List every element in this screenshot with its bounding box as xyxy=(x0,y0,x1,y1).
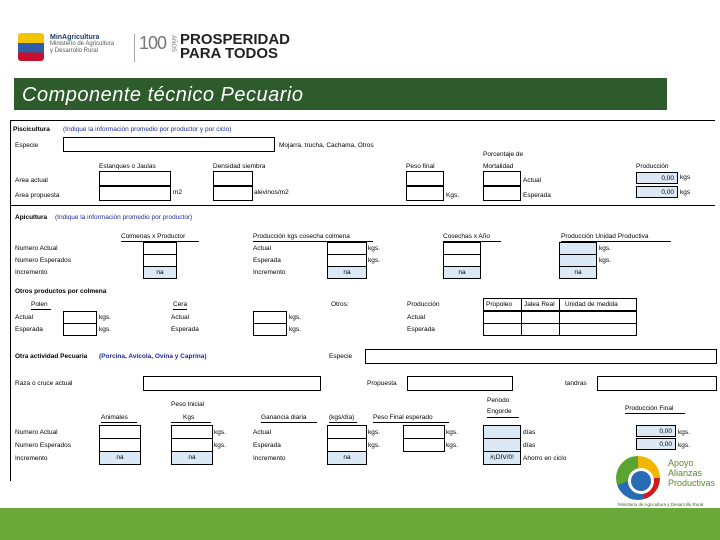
ministry-text xyxy=(50,34,114,55)
otros-title: Otros productos por colmena xyxy=(15,288,107,295)
ganancia-incremento: na xyxy=(327,451,367,465)
col-peso-inicial-2: Kgs xyxy=(183,414,195,421)
ministry-line1: Ministerio de Agricultura xyxy=(50,41,115,47)
row-area-actual: Area actual xyxy=(15,177,48,184)
underline xyxy=(171,422,211,423)
densidad-actual-input[interactable] xyxy=(213,171,253,186)
row-numero-actual: Numero Actual xyxy=(15,245,58,252)
col-colmenas: Colmenas x Productor xyxy=(121,233,186,240)
underline xyxy=(261,422,317,423)
propoleo-esperada-input[interactable] xyxy=(483,323,523,336)
densidad-propuesta-input[interactable] xyxy=(213,186,253,201)
anniversary-number: 100 xyxy=(139,33,167,53)
slogan xyxy=(180,33,290,61)
unit-kgs: kgs. xyxy=(289,314,301,321)
colmenas-incremento: na xyxy=(143,266,177,279)
piscicultura-title: Piscicultura xyxy=(13,126,50,133)
col-periodo-2: Engorde xyxy=(487,408,512,415)
unit-kgs: kgs. xyxy=(446,429,458,436)
row-numero-actual-2: Numero Actual xyxy=(15,429,58,436)
raza-input[interactable] xyxy=(143,376,321,391)
unit-kgs: kgs. xyxy=(368,442,380,449)
underline xyxy=(173,309,187,310)
prod-incremento-label: Incremento xyxy=(253,269,286,276)
col-unidad-medida: Unidad de medida xyxy=(565,301,618,308)
unit-kgs: kgs. xyxy=(599,257,611,264)
col-grdia: (kgs/día) xyxy=(329,414,355,421)
otros-actual-label: Actual xyxy=(407,314,426,321)
unit-dias: días xyxy=(523,429,536,436)
cera-esperada-label: Esperada xyxy=(171,326,199,333)
apicultura-note: (Indique la información promedio por productor) xyxy=(55,214,193,221)
col-densidad: Densidad siembra xyxy=(213,163,266,170)
col-estanques: Estanques o Jaulas xyxy=(99,163,156,170)
col-otros-produccion: Producción xyxy=(407,301,440,308)
otros-esperada-label: Esperada xyxy=(407,326,435,333)
polen-esperada-label: Esperada xyxy=(15,326,43,333)
cosechas-incremento: na xyxy=(443,266,481,279)
unit-kgs: kgs. xyxy=(214,442,226,449)
col-peso-inicial-1: Peso Inicial xyxy=(171,401,205,408)
unit-kgs: kgs. xyxy=(289,326,301,333)
unit-kgs: kgs. xyxy=(99,326,111,333)
unit-kgs: kgs. xyxy=(368,429,380,436)
produccion-final-actual: 0,00 xyxy=(636,425,676,437)
otra-actividad-title: Otra actividad Pecuaria xyxy=(15,353,88,360)
page-title: Componente técnico Pecuario xyxy=(22,84,304,106)
ministry-name: MinAgricultura xyxy=(50,34,100,41)
raza-label: Raza o cruce actual xyxy=(15,380,73,387)
especie-label: Especie xyxy=(15,142,39,149)
unit-kgs: kgs. xyxy=(678,429,690,436)
row-incremento-2: Incremento xyxy=(15,455,48,462)
alianzas-ministry: Ministerio de Agricultura y Desarrollo Rural xyxy=(618,502,704,507)
unit-kgs: kgs. xyxy=(368,245,380,252)
col-produccion: Producción xyxy=(636,163,669,170)
col-produccion-final: Producción Final xyxy=(625,405,674,412)
unit-kgs: kgs. xyxy=(446,442,458,449)
col-animales: Animales xyxy=(101,414,128,421)
row-numero-esperados-2: Numero Esperados xyxy=(15,442,71,449)
unit-alevinos: alevinos/m2 xyxy=(254,189,289,196)
propuesta-label: Propuesta xyxy=(367,380,397,387)
tandras-input[interactable] xyxy=(597,376,717,391)
prod-esperada-label: Esperada xyxy=(253,257,281,264)
peso-propuesta-input[interactable] xyxy=(406,186,444,201)
animales-esperados-input[interactable] xyxy=(99,438,141,452)
unit-kgs: kgs. xyxy=(99,314,111,321)
col-ganancia: Ganancia diaria xyxy=(261,414,307,421)
brand-line1: Apoyo xyxy=(668,458,694,468)
unit-kgs: kgs. xyxy=(368,257,380,264)
animales-incremento: na xyxy=(99,451,141,465)
col-cera: Cera xyxy=(173,301,188,308)
prod-actual-label: Actual xyxy=(253,245,272,252)
colombia-shield-icon xyxy=(18,33,44,61)
produccion-actual-value: 0,00 xyxy=(636,172,678,184)
alianzas-logo xyxy=(608,448,718,508)
peso-inicial-actual-input[interactable] xyxy=(171,425,213,439)
col-mortalidad-1: Porcentaje de xyxy=(483,151,524,158)
ministry-logo xyxy=(18,33,128,63)
otra-actividad-options: (Porcina, Avícola, Ovina y Caprina) xyxy=(99,353,207,360)
brand-line2: Alianzas xyxy=(668,468,703,478)
tandras-label: tandras xyxy=(565,380,587,387)
mortalidad-esperada-input[interactable] xyxy=(483,186,521,201)
ganancia-esperada-label: Esperada xyxy=(253,442,281,449)
alianzas-emblem-center xyxy=(628,468,654,494)
slogan-line1: PROSPERIDAD xyxy=(180,31,291,48)
unit-kgs: kgs. xyxy=(599,245,611,252)
underline xyxy=(373,422,449,423)
unit-kgs: kgs. xyxy=(678,442,690,449)
underline xyxy=(101,422,137,423)
peso-inicial-esperado-input[interactable] xyxy=(171,438,213,452)
col-produccion-colmena: Producción kgs cosecha colmena xyxy=(253,233,350,240)
animales-actual-input[interactable] xyxy=(99,425,141,439)
underline xyxy=(625,413,685,414)
ganancia-actual-label: Actual xyxy=(253,429,272,436)
underline xyxy=(31,309,51,310)
produccion-esperada-value: 0,00 xyxy=(636,186,678,198)
apicultura-title: Apicultura xyxy=(15,214,48,221)
jalea-esperada-input[interactable] xyxy=(521,323,561,336)
slogan-line2: PARA TODOS xyxy=(180,45,279,62)
alianzas-brand xyxy=(668,458,715,488)
brand-line3: Productivas xyxy=(668,478,716,488)
cera-esperada-input[interactable] xyxy=(253,323,287,336)
header-divider xyxy=(134,34,135,62)
col-otros: Otros: xyxy=(331,301,349,308)
propuesta-input[interactable] xyxy=(407,376,513,391)
underline xyxy=(329,422,357,423)
unidad-incremento: na xyxy=(559,266,597,279)
ganancia-actual-input[interactable] xyxy=(327,425,367,439)
mortalidad-actual-input[interactable] xyxy=(483,171,521,186)
polen-actual-label: Actual xyxy=(15,314,34,321)
col-periodo-1: Periodo xyxy=(487,397,510,404)
produccion-final-esperada: 0,00 xyxy=(636,438,676,450)
unit-m2: m2 xyxy=(173,189,183,196)
piscicultura-note: (Indique la información promedio por productor y por ciclo) xyxy=(63,126,232,133)
unit-kgs: Kgs. xyxy=(446,192,460,199)
row-numero-esperados: Numero Esperados xyxy=(15,257,71,264)
ahorro-label: Ahorro en ciclo xyxy=(523,455,567,462)
periodo-error: #¡DIV/0! xyxy=(483,451,521,465)
row-incremento: Incremento xyxy=(15,269,48,276)
area-propuesta-input[interactable] xyxy=(99,186,171,201)
anniversary-unit: AÑOS xyxy=(170,35,176,53)
produccion-unit: kgs xyxy=(680,174,691,181)
col-cosechas: Cosechas x Año xyxy=(443,233,490,240)
col-peso-final-esperado: Peso Final esperado xyxy=(373,414,433,421)
col-peso-final: Peso final xyxy=(406,163,435,170)
peso-inicial-incremento: na xyxy=(171,451,213,465)
ministry-line2: y Desarrollo Rural xyxy=(50,48,99,54)
peso-final-actual-input[interactable] xyxy=(403,425,445,439)
section-divider xyxy=(11,205,715,206)
col-unidad-productiva: Producción Unidad Productiva xyxy=(561,233,649,240)
especie-options: Mojarra, trucha, Cachama, Otros xyxy=(279,142,374,149)
form-sheet xyxy=(10,120,715,481)
especie-input[interactable] xyxy=(63,137,275,152)
especie-input-2[interactable] xyxy=(365,349,717,364)
peso-final-esperado-input[interactable] xyxy=(403,438,445,452)
underline xyxy=(487,417,519,418)
periodo-actual-value xyxy=(483,425,521,439)
col-polen: Polen xyxy=(31,301,48,308)
col-mortalidad-2: Mortalidad xyxy=(483,163,514,170)
col-jalea: Jalea Real xyxy=(524,301,555,308)
ganancia-esperada-input[interactable] xyxy=(327,438,367,452)
col-propoleo: Propoleo xyxy=(486,301,513,308)
prod-incremento: na xyxy=(327,266,367,279)
area-actual-input[interactable] xyxy=(99,171,171,186)
mortalidad-esperada-label: Esperada xyxy=(523,192,551,199)
periodo-esperado-value xyxy=(483,438,521,452)
unit-dias: días xyxy=(523,442,536,449)
unidad-esperada-input[interactable] xyxy=(559,323,637,336)
especie-label-2: Especie xyxy=(329,353,353,360)
produccion-unit: kgs xyxy=(680,189,691,196)
unit-kgs: kgs. xyxy=(214,429,226,436)
ganancia-incremento-label: Incremento xyxy=(253,455,286,462)
polen-esperada-input[interactable] xyxy=(63,323,97,336)
cera-actual-label: Actual xyxy=(171,314,190,321)
mortalidad-actual-label: Actual xyxy=(523,177,542,184)
peso-actual-input[interactable] xyxy=(406,171,444,186)
row-area-propuesta: Area propuesta xyxy=(15,192,60,199)
bottom-bar xyxy=(0,508,720,540)
